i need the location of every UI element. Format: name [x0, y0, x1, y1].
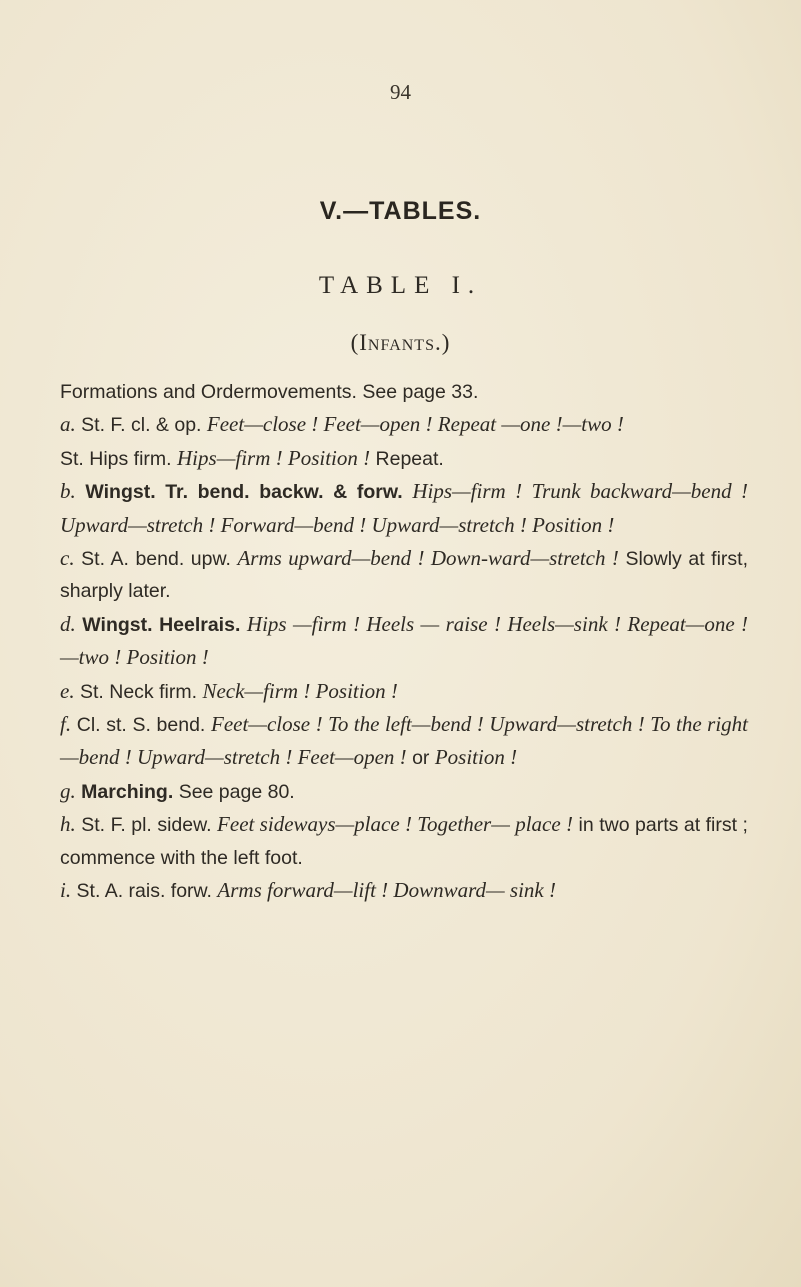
exercise-label: f.: [60, 712, 72, 737]
exercise-label: e.: [60, 678, 75, 703]
exercise-command: St. Neck firm.: [80, 680, 198, 703]
exercise-label: c.: [60, 546, 75, 571]
exercise-words: Feet sideways—place ! Together— place !: [217, 812, 574, 837]
exercise-command: Wingst. Heelrais.: [82, 613, 241, 636]
exercise-command: St. F. cl. & op.: [81, 414, 202, 437]
exercise-label: i.: [60, 878, 72, 903]
page-number: 94: [390, 80, 411, 104]
table-subtitle: (Infants.): [350, 330, 451, 355]
exercise-e: [60, 675, 748, 708]
exercise-words: Hips—firm ! Trunk backward—bend ! Upward—stretch ! Forward—bend ! Upward—stretch ! Position !: [60, 479, 749, 537]
exercise-label: a.: [60, 412, 76, 437]
exercise-label: h.: [60, 812, 76, 837]
exercise-command: St. F. pl. sidew.: [81, 814, 212, 837]
exercise-f: [60, 708, 748, 775]
exercise-d: [60, 608, 748, 675]
exercise-label: g.: [60, 778, 76, 803]
exercise-command: St. Hips firm.: [60, 447, 172, 470]
exercise-note: See page 80.: [178, 780, 295, 803]
table-title: TABLE I.: [318, 272, 483, 299]
exercise-h: [60, 808, 748, 874]
exercise-a2: [60, 442, 748, 475]
exercise-command: Wingst. Tr. bend. backw. & forw.: [85, 481, 403, 504]
exercise-command: St. A. rais. forw.: [76, 880, 212, 903]
exercise-command: Marching.: [81, 780, 174, 803]
exercise-words: Hips —firm ! Heels — raise ! Heels—sink ! Repeat—one !—two ! Position !: [60, 611, 749, 670]
exercise-command: Cl. st. S. bend.: [76, 714, 206, 737]
exercise-c: [60, 542, 748, 608]
exercise-words: Hips—firm ! Position !: [177, 445, 371, 470]
exercise-command: St. A. bend. upw.: [81, 548, 231, 571]
exercise-words: Feet—close ! Feet—open ! Repeat —one !—two !: [206, 412, 624, 437]
table-body: [60, 376, 748, 908]
exercise-conjunction: or: [412, 747, 430, 770]
exercise-note: in two parts at first ; commence with the left foot.: [60, 814, 748, 869]
exercise-label: d.: [60, 611, 76, 636]
exercise-words: Arms forward—lift ! Downward— sink !: [217, 878, 556, 903]
exercise-words: Neck—firm ! Position !: [202, 678, 398, 703]
exercise-label: b.: [60, 479, 76, 504]
exercise-b: [60, 475, 748, 542]
exercise-g: [60, 775, 748, 808]
exercise-words-alt: Position !: [434, 745, 518, 770]
exercise-a: [60, 408, 748, 441]
exercise-i: [60, 874, 748, 907]
intro-line: Formations and Ordermovements. See page 33.: [60, 381, 479, 403]
exercise-words: Feet—close ! To the left—bend ! Upward—stretch ! To the right—bend ! Upward—stretch ! Feet—open !: [60, 712, 748, 770]
exercise-note: Slowly at first, sharply later.: [60, 548, 748, 603]
section-title: V.—TABLES.: [319, 197, 482, 225]
exercise-note: Repeat.: [375, 447, 444, 470]
exercise-words: Arms upward—bend ! Down-ward—stretch !: [237, 546, 619, 571]
